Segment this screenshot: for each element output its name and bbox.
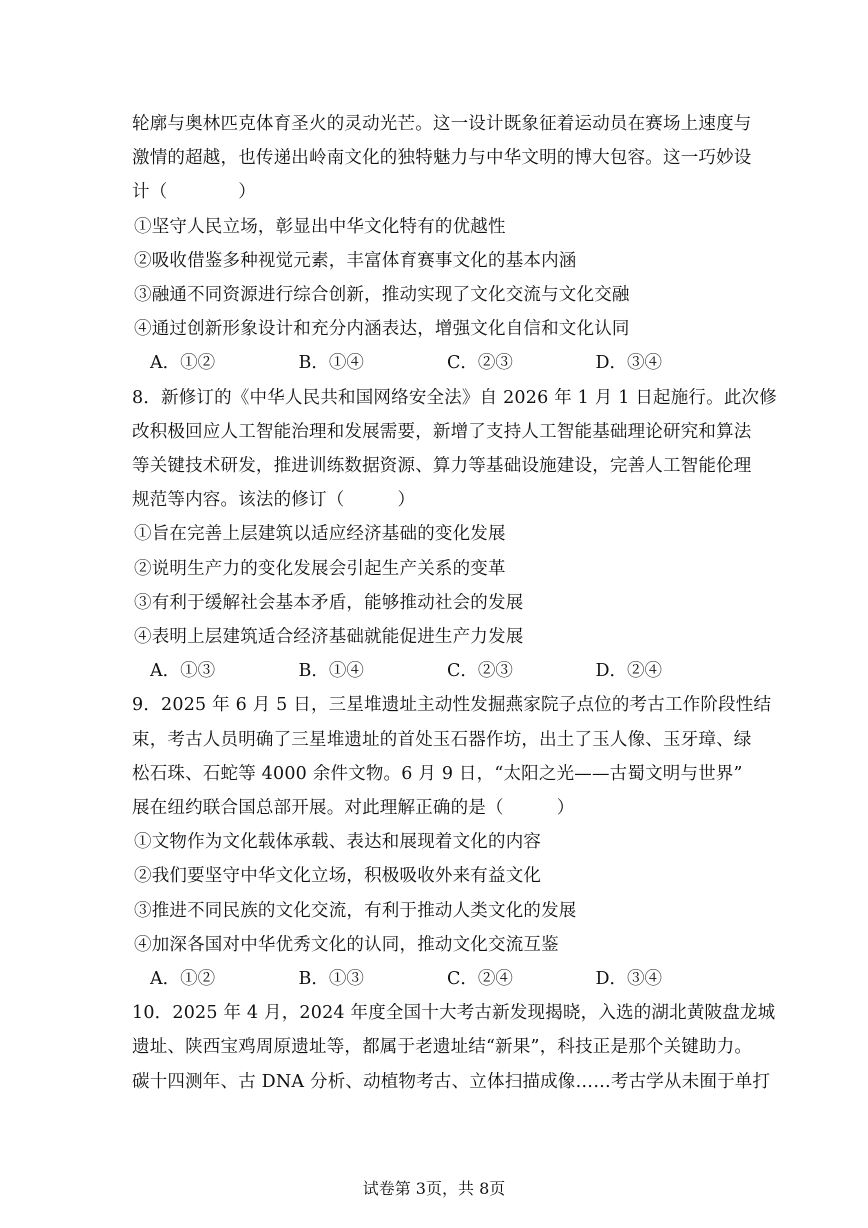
- question-8: [132, 381, 777, 689]
- question-text-line: 松石珠、石蛇等 4000 余件文物。6 月 9 日，“太阳之光——古蜀文明与世界”: [132, 763, 743, 784]
- statement-item: ②说明生产力的变化发展会引起生产关系的变革: [134, 558, 506, 579]
- question-7: [132, 107, 752, 381]
- answer-options: [132, 654, 744, 688]
- statement-item: ④加深各国对中华优秀文化的认同，推动文化交流互鉴: [134, 934, 559, 955]
- question-9: [132, 688, 772, 996]
- statement-item: ③融通不同资源进行综合创新，推动实现了文化交流与文化交融: [134, 285, 630, 306]
- question-text-line: 10．2025 年 4 月，2024 年度全国十大考古新发现揭晓，入选的湖北黄陂盘龙城: [132, 1003, 776, 1024]
- option-c: C．②④: [447, 969, 513, 990]
- question-text-line: 展在纽约联合国总部开展。对此理解正确的是（ ）: [132, 798, 575, 819]
- statement-item: ③有利于缓解社会基本矛盾，能够推动社会的发展: [134, 592, 524, 613]
- statement-item: ④通过创新形象设计和充分内涵表达，增强文化自信和文化认同: [134, 319, 630, 340]
- option-d: D．③④: [595, 353, 663, 374]
- question-text-line: 碳十四测年、古 DNA 分析、动植物考古、立体扫描成像……考古学从未囿于单打: [132, 1071, 771, 1092]
- question-text-line: 等关键技术研发，推进训练数据资源、算力等基础设施建设，完善人工智能伦理: [132, 456, 752, 477]
- statement-item: ②吸收借鉴多种视觉元素，丰富体育赛事文化的基本内涵: [134, 250, 577, 271]
- question-text-line: 9．2025 年 6 月 5 日，三星堆遗址主动性发掘燕家院子点位的考古工作阶段性结: [132, 695, 772, 716]
- statement-item: ①旨在完善上层建筑以适应经济基础的变化发展: [134, 524, 506, 545]
- question-text-line: 改积极回应人工智能治理和发展需要，新增了支持人工智能基础理论研究和算法: [132, 421, 752, 442]
- question-10: [132, 996, 776, 1099]
- answer-options: [132, 346, 744, 380]
- page-content: [132, 107, 777, 1099]
- question-text-line: 束，考古人员明确了三星堆遗址的首处玉石器作坊，出土了玉人像、玉牙璋、绿: [132, 729, 752, 750]
- question-text-line: 规范等内容。该法的修订（ ）: [132, 490, 416, 511]
- option-a: A．①③: [150, 661, 216, 682]
- option-d: D．②④: [595, 661, 663, 682]
- question-text-line: 遗址、陕西宝鸡周原遗址等，都属于老遗址结“新果”，科技正是那个关键助力。: [132, 1037, 753, 1058]
- option-b: B．①④: [298, 353, 364, 374]
- question-text-line: 8．新修订的《中华人民共和国网络安全法》自 2026 年 1 月 1 日起施行。此次修: [132, 387, 777, 408]
- option-b: B．①④: [298, 661, 364, 682]
- option-a: A．①②: [150, 353, 216, 374]
- option-b: B．①③: [298, 969, 364, 990]
- option-d: D．③④: [595, 969, 663, 990]
- option-c: C．②③: [447, 353, 513, 374]
- option-c: C．②③: [447, 661, 513, 682]
- statement-item: ③推进不同民族的文化交流，有利于推动人类文化的发展: [134, 900, 577, 921]
- page-footer: 试卷第 3页，共 8页: [362, 1179, 506, 1198]
- answer-options: [132, 962, 744, 996]
- statement-item: ①文物作为文化载体承载、表达和展现着文化的内容: [134, 832, 542, 853]
- question-text-line: 计（ ）: [132, 182, 256, 203]
- statement-item: ①坚守人民立场，彰显出中华文化特有的优越性: [134, 216, 506, 237]
- statement-item: ④表明上层建筑适合经济基础就能促进生产力发展: [134, 627, 524, 648]
- question-text-line: 激情的超越，也传递出岭南文化的独特魅力与中华文明的博大包容。这一巧妙设: [132, 148, 752, 169]
- question-text-line: 轮廓与奥林匹克体育圣火的灵动光芒。这一设计既象征着运动员在赛场上速度与: [132, 114, 752, 134]
- statement-item: ②我们要坚守中华文化立场，积极吸收外来有益文化: [134, 866, 542, 887]
- option-a: A．①②: [150, 969, 216, 990]
